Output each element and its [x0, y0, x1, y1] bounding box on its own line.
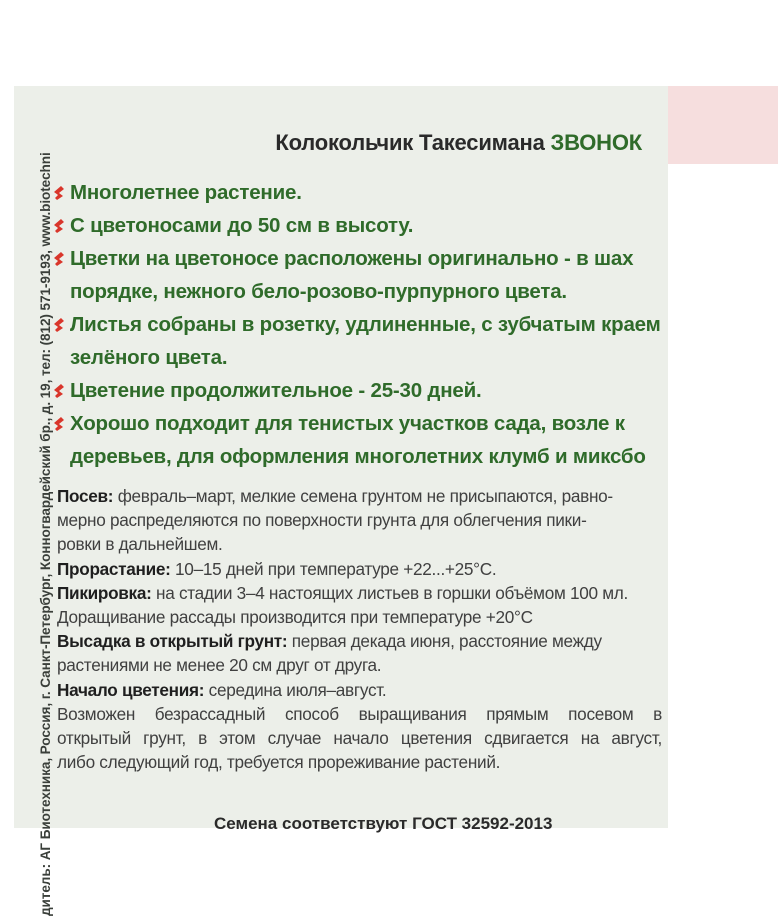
product-name: Колокольчик Такесимана: [275, 130, 545, 155]
red-arrow-icon: [52, 416, 66, 432]
germination-paragraph: Прорастание: 10–15 дней при температуре +22...+25°C.: [57, 558, 497, 579]
feature-item: Цветки на цветоносе расположены оригинально - в шах порядке, нежного бело-розово-пурпурного цвета.: [52, 242, 692, 308]
picking-paragraph: Пикировка: на стадии 3–4 настоящих листьев в горшки объёмом 100 мл. Доращивание рассады производится при температуре +20°C: [57, 582, 628, 628]
seed-packet-label: [14, 86, 668, 833]
pink-corner: [668, 86, 778, 164]
product-title: [275, 130, 642, 156]
feature-item: Цветение продолжительное - 25-30 дней.: [52, 374, 692, 407]
red-arrow-icon: [52, 185, 66, 201]
red-arrow-icon: [52, 383, 66, 399]
red-arrow-icon: [52, 251, 66, 267]
gost-compliance-text: Семена соответствуют ГОСТ 32592-2013: [214, 814, 553, 833]
red-arrow-icon: [52, 317, 66, 333]
manufacturer-info: дитель: АГ Биотехника, Россия, г. Санкт-Петербург, Конногвардейский бр., д. 19, тел: (812) 571-9193, www.biotechni: [38, 152, 53, 916]
feature-item: Многолетнее растение.: [52, 176, 692, 209]
brand-name: ЗВОНОК: [550, 130, 642, 155]
features-list: [52, 176, 692, 473]
feature-item: Хорошо подходит для тенистых участков сада, возле к деревьев, для оформления многолетних клумб и миксбо: [52, 407, 692, 473]
note-paragraph: Возможен безрассадный способ выращивания прямым посевом в открытый грунт, в этом случае начало цветения сдвигается на август, либо следующий год, требуется прореживание растений.: [57, 703, 662, 773]
flowering-paragraph: Начало цветения: середина июля–август.: [57, 679, 387, 700]
sowing-paragraph: Посев: февраль–март, мелкие семена грунтом не присыпаются, равно- мерно распределяются по поверхности грунта для облегчения пики- ровки в дальнейшем.: [57, 486, 613, 555]
planting-paragraph: Высадка в открытый грунт: первая декада июня, расстояние между растениями не менее 20 см друг от друга.: [57, 631, 602, 676]
feature-item: С цветоносами до 50 см в высоту.: [52, 209, 692, 242]
growing-instructions: [57, 484, 662, 774]
feature-item: Листья собраны в розетку, удлиненные, с зубчатым краем зелёного цвета.: [52, 308, 692, 374]
red-arrow-icon: [52, 218, 66, 234]
manufacturer-strip: [14, 86, 53, 916]
